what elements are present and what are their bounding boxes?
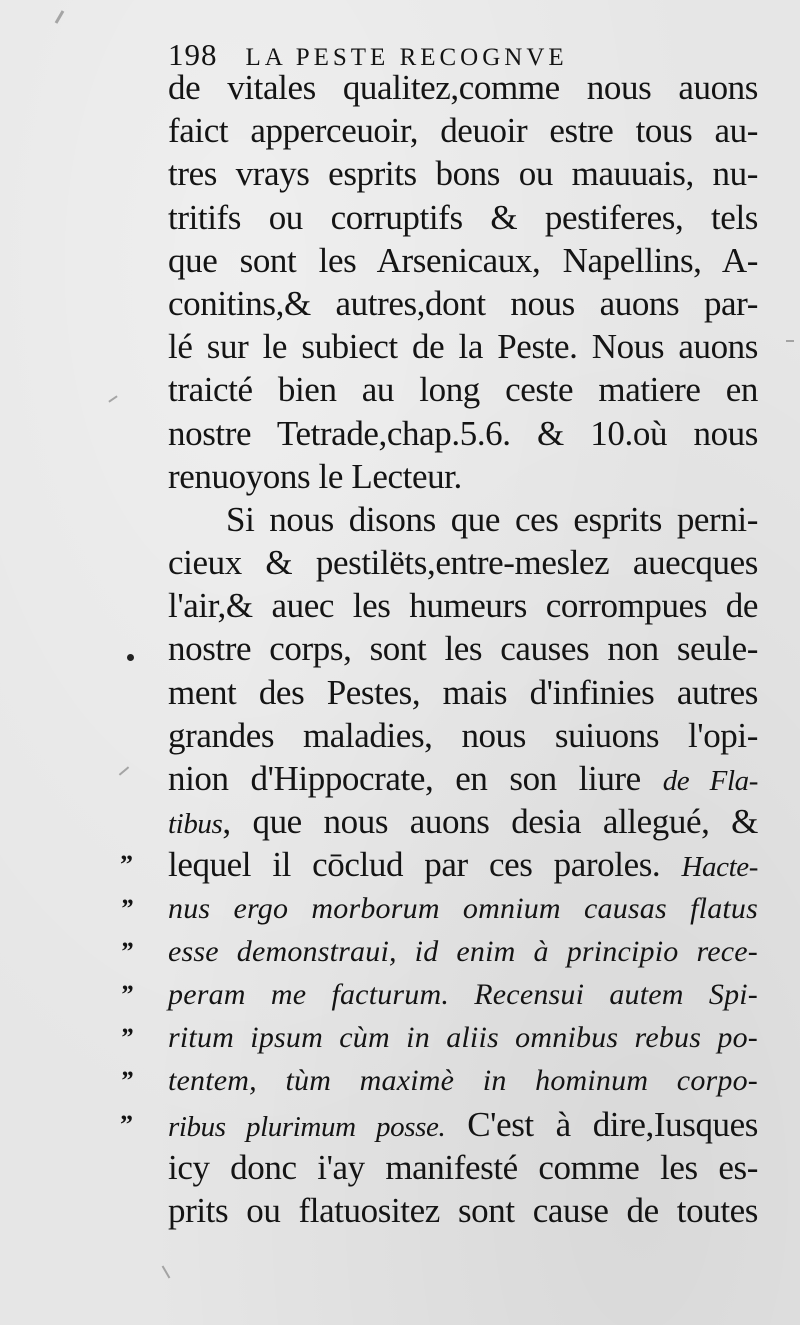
- latin-italic: ribus plurimum posse.: [168, 1110, 446, 1143]
- paper-speck: [108, 395, 117, 402]
- page-number: 198: [168, 37, 218, 72]
- quoted-line: ” peram me facturum. Recensui autem Spi-: [168, 973, 758, 1016]
- quote-mark: ”: [120, 893, 131, 923]
- quote-mark: ”: [120, 850, 131, 880]
- quote-mark: ”: [120, 979, 131, 1009]
- latin-italic: tibus: [168, 808, 223, 841]
- text-line: nion d'Hippocrate, en son liure de Fla-: [168, 759, 758, 798]
- paper-speck: [119, 766, 129, 775]
- text-line: de vitales qualitez,comme nous auons: [168, 68, 758, 107]
- text-line: conitins,& autres,dont nous auons par-: [168, 283, 758, 323]
- quote-mark: ”: [120, 1023, 131, 1053]
- text-line: faict apperceuoir, deuoir estre tous au-: [168, 111, 758, 151]
- text-line: nostre Tetrade,chap.5.6. & 10.où nous: [168, 413, 758, 453]
- quoted-line: ” esse demonstraui, id enim à principio rece-: [168, 930, 758, 973]
- paper-speck: [55, 10, 65, 24]
- body-text: [120, 66, 758, 1232]
- paper-speck: [162, 1265, 171, 1278]
- running-title: LA PESTE RECOGNVE: [245, 44, 568, 71]
- quoted-line: ” lequel il cōclud par ces paroles. Hacte-: [168, 843, 758, 886]
- quote-mark: ”: [120, 1066, 131, 1096]
- quote-mark: ”: [120, 936, 131, 966]
- margin-dot: [127, 654, 134, 661]
- paragraph-end-line: renuoyons le Lecteur.: [168, 456, 462, 496]
- latin-italic: Hacte-: [681, 851, 758, 884]
- quoted-line: ” ribus plurimum posse. C'est à dire,Iusques: [168, 1103, 758, 1146]
- text-line: icy donc i'ay manifesté comme les es-: [168, 1147, 758, 1187]
- paragraph-start-line: Si nous disons que ces esprits perni-: [226, 499, 758, 539]
- text-line: tres vrays esprits bons ou mauuais, nu-: [168, 154, 758, 194]
- text-line: l'air,& auec les humeurs corrompues de: [168, 586, 758, 626]
- text-line: traicté bien au long ceste matiere en: [168, 370, 758, 410]
- quoted-line: ” ritum ipsum cùm in aliis omnibus rebus po-: [168, 1016, 758, 1059]
- text-line: lé sur le subiect de la Peste. Nous auons: [168, 327, 758, 367]
- running-head: [168, 26, 728, 70]
- text-line: cieux & pestilëts,entre-meslez auecques: [168, 543, 758, 583]
- quote-mark: ”: [120, 1109, 131, 1139]
- text-line: nostre corps, sont les causes non seule-: [168, 629, 758, 669]
- quoted-line: ” tentem, tùm maximè in hominum corpo-: [168, 1059, 758, 1102]
- latin-italic: de Fla-: [662, 765, 758, 797]
- text-line: tibus, que nous auons desia allegué, &: [168, 802, 758, 842]
- text-line: que sont les Arsenicaux, Napellins, A-: [168, 240, 758, 280]
- text-line: ment des Pestes, mais d'infinies autres: [168, 672, 758, 712]
- text-line: grandes maladies, nous suiuons l'opi-: [168, 715, 758, 755]
- quoted-line: ” nus ergo morborum omnium causas flatus: [168, 887, 758, 930]
- text-line: tritifs ou corruptifs & pestiferes, tels: [168, 197, 758, 237]
- text-line: prits ou flatuositez sont cause de toutes: [168, 1190, 758, 1230]
- paper-speck: [786, 340, 794, 342]
